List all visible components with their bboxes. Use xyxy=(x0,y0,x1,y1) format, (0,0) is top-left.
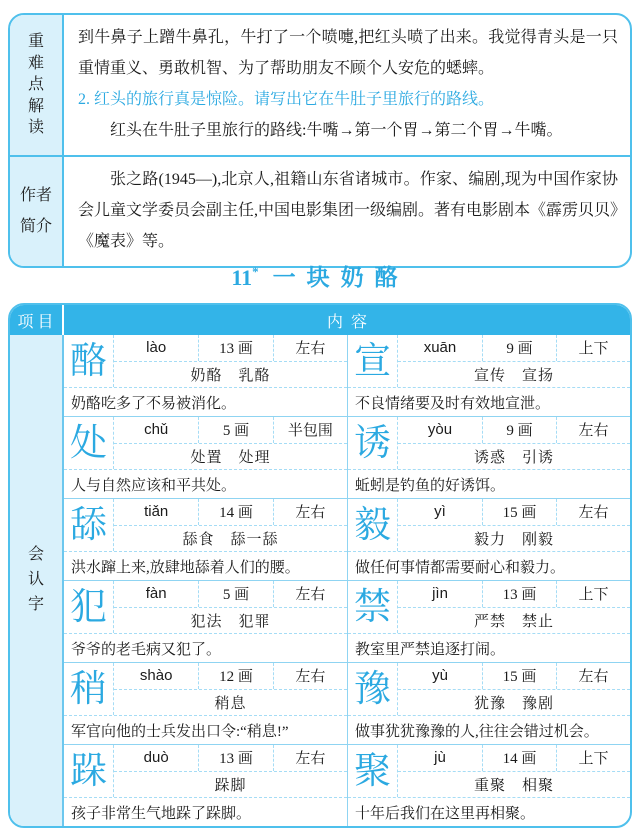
example-sentence: 爷爷的老毛病又犯了。 xyxy=(64,633,347,662)
example-words: 宣传 宣扬 xyxy=(473,368,554,385)
characters-table xyxy=(8,303,632,828)
example-sentence: 做事犹犹豫豫的人,往往会错过机会。 xyxy=(348,715,630,744)
table-body xyxy=(10,335,630,826)
key-points-content xyxy=(64,15,630,155)
big-character: 毅 xyxy=(348,499,398,551)
example-sentence: 洪水蹿上来,放肆地舔着人们的腰。 xyxy=(64,551,347,580)
char-block xyxy=(348,499,630,551)
pinyin: jù xyxy=(434,749,446,767)
stroke-count: 9 画 xyxy=(482,417,556,443)
example-sentence: 不良情绪要及时有效地宣泄。 xyxy=(348,387,630,416)
example-words: 犯法 犯罪 xyxy=(190,614,271,631)
char-block xyxy=(348,417,630,469)
stroke-count: 14 画 xyxy=(198,499,272,525)
pinyin: duò xyxy=(143,749,169,767)
char-block xyxy=(64,417,347,469)
lesson-title xyxy=(0,259,640,292)
example-sentence: 人与自然应该和平共处。 xyxy=(64,469,347,498)
pinyin: tiǎn xyxy=(144,503,169,521)
sidebar-label: 会认字 xyxy=(27,546,44,613)
big-character: 禁 xyxy=(348,581,398,633)
char-info-top xyxy=(114,581,347,608)
char-block xyxy=(64,745,347,797)
stroke-count: 15 画 xyxy=(482,499,556,525)
author-label-cell xyxy=(10,157,64,266)
char-entry xyxy=(64,581,347,662)
author-label: 作者简介 xyxy=(19,187,52,235)
pinyin: lào xyxy=(146,339,167,357)
example-sentence: 教室里严禁追逐打闹。 xyxy=(348,633,630,662)
char-entry xyxy=(347,335,630,416)
key-points-row xyxy=(10,15,630,155)
author-bio-text: 张之路(1945—),北京人,祖籍山东省诸城市。作家、编剧,现为中国作家协会儿童文学委员会副主任,中国电影集团一级编剧。著有电影剧本《霹雳贝贝》《魔表》等。 xyxy=(78,171,619,250)
lesson-star: * xyxy=(252,264,259,280)
char-info-top xyxy=(398,499,630,526)
char-entry xyxy=(64,499,347,580)
char-entry xyxy=(347,499,630,580)
big-character: 舔 xyxy=(64,499,114,551)
column-header-item: 项目 xyxy=(10,305,64,335)
char-block xyxy=(348,581,630,633)
key-points-question: 2. 红头的旅行真是惊险。请写出它在牛肚子里旅行的路线。 xyxy=(78,91,495,108)
example-words: 诱惑 引诱 xyxy=(473,450,554,467)
big-character: 处 xyxy=(64,417,114,469)
pinyin: yì xyxy=(434,503,446,521)
lesson-title-text: 一块奶酪 xyxy=(272,264,409,290)
example-words: 稍息 xyxy=(214,696,247,713)
pinyin: jìn xyxy=(432,585,448,603)
pinyin: shào xyxy=(139,667,173,685)
key-points-author-box xyxy=(8,13,632,268)
char-entry xyxy=(347,663,630,744)
structure-type: 左右 xyxy=(273,335,347,361)
char-entry xyxy=(347,745,630,826)
char-entry xyxy=(64,745,347,826)
example-words: 重聚 相聚 xyxy=(473,778,554,795)
stroke-count: 9 画 xyxy=(482,335,556,361)
char-info xyxy=(398,499,630,551)
char-info xyxy=(398,417,630,469)
char-block xyxy=(64,663,347,715)
structure-type: 上下 xyxy=(556,745,630,771)
table-header xyxy=(10,305,630,335)
example-words: 奶酪 乳酪 xyxy=(190,368,271,385)
structure-type: 左右 xyxy=(556,499,630,525)
structure-type: 左右 xyxy=(273,499,347,525)
structure-type: 左右 xyxy=(273,745,347,771)
char-info xyxy=(398,581,630,633)
example-sentence: 蚯蚓是钓鱼的好诱饵。 xyxy=(348,469,630,498)
char-info-top xyxy=(114,745,347,772)
structure-type: 左右 xyxy=(556,663,630,689)
example-sentence: 十年后我们在这里再相聚。 xyxy=(348,797,630,826)
pinyin: yù xyxy=(432,667,448,685)
char-info xyxy=(114,499,347,551)
big-character: 酪 xyxy=(64,335,114,387)
char-entry xyxy=(64,663,347,744)
structure-type: 上下 xyxy=(556,335,630,361)
table-main xyxy=(64,335,630,826)
char-info-top xyxy=(398,417,630,444)
big-character: 犯 xyxy=(64,581,114,633)
example-words: 毅力 刚毅 xyxy=(473,532,554,549)
pinyin: xuān xyxy=(423,339,457,357)
key-points-route-answer: 红头在牛肚子里旅行的路线:牛嘴→第一个胃→第二个胃→牛嘴。 xyxy=(110,122,563,139)
structure-type: 半包围 xyxy=(273,417,347,443)
char-entry xyxy=(347,581,630,662)
stroke-count: 13 画 xyxy=(482,581,556,607)
stroke-count: 14 画 xyxy=(482,745,556,771)
example-sentence: 军官向他的士兵发出口令:“稍息!” xyxy=(64,715,347,744)
big-character: 聚 xyxy=(348,745,398,797)
example-words: 跺脚 xyxy=(214,778,247,795)
char-info xyxy=(398,335,630,387)
char-block xyxy=(64,335,347,387)
table-row xyxy=(64,580,630,662)
pinyin: yòu xyxy=(427,421,453,439)
structure-type: 左右 xyxy=(273,581,347,607)
structure-type: 上下 xyxy=(556,581,630,607)
char-info-top xyxy=(398,335,630,362)
char-info-top xyxy=(114,499,347,526)
char-info-top xyxy=(398,745,630,772)
stroke-count: 15 画 xyxy=(482,663,556,689)
char-info-top xyxy=(114,335,347,362)
lesson-number: 11 xyxy=(231,265,253,290)
big-character: 稍 xyxy=(64,663,114,715)
char-info-top xyxy=(114,417,347,444)
char-info-top xyxy=(114,663,347,690)
stroke-count: 13 画 xyxy=(198,745,272,771)
author-row xyxy=(10,155,630,266)
stroke-count: 5 画 xyxy=(198,417,272,443)
example-words: 处置 处理 xyxy=(190,450,271,467)
key-points-label: 重难点解读 xyxy=(27,33,44,137)
big-character: 诱 xyxy=(348,417,398,469)
example-sentence: 孩子非常生气地跺了跺脚。 xyxy=(64,797,347,826)
char-entry xyxy=(347,417,630,498)
example-sentence: 做任何事情都需要耐心和毅力。 xyxy=(348,551,630,580)
stroke-count: 5 画 xyxy=(198,581,272,607)
char-info xyxy=(398,663,630,715)
big-character: 宣 xyxy=(348,335,398,387)
char-block xyxy=(348,663,630,715)
author-content xyxy=(64,157,630,266)
structure-type: 左右 xyxy=(556,417,630,443)
example-sentence: 奶酪吃多了不易被消化。 xyxy=(64,387,347,416)
char-info xyxy=(114,663,347,715)
table-row xyxy=(64,335,630,416)
table-row xyxy=(64,416,630,498)
structure-type: 左右 xyxy=(273,663,347,689)
char-entry xyxy=(64,417,347,498)
char-info xyxy=(114,417,347,469)
key-points-label-cell xyxy=(10,15,64,155)
example-words: 严禁 禁止 xyxy=(473,614,554,631)
example-words: 舔食 舔一舔 xyxy=(182,532,279,549)
stroke-count: 12 画 xyxy=(198,663,272,689)
sidebar-recognize-characters xyxy=(10,335,64,826)
table-row xyxy=(64,662,630,744)
pinyin: chǔ xyxy=(144,421,169,439)
char-block xyxy=(64,581,347,633)
big-character: 跺 xyxy=(64,745,114,797)
char-info-top xyxy=(398,663,630,690)
column-header-content: 内容 xyxy=(326,313,375,331)
char-block xyxy=(348,335,630,387)
table-row xyxy=(64,744,630,826)
char-info-top xyxy=(398,581,630,608)
pinyin: fàn xyxy=(145,585,167,603)
char-entry xyxy=(64,335,347,416)
char-info xyxy=(114,335,347,387)
char-block xyxy=(348,745,630,797)
stroke-count: 13 画 xyxy=(198,335,272,361)
key-points-answer-text: 到牛鼻子上蹭牛鼻孔，牛打了一个喷嚏,把红头喷了出来。我觉得青头是一只重情重义、勇敢机智、为了帮助朋友不顾个人安危的蟋蟀。 xyxy=(78,29,618,77)
char-block xyxy=(64,499,347,551)
example-words: 犹豫 豫剧 xyxy=(473,696,554,713)
char-info xyxy=(398,745,630,797)
char-info xyxy=(114,745,347,797)
char-info xyxy=(114,581,347,633)
big-character: 豫 xyxy=(348,663,398,715)
table-row xyxy=(64,498,630,580)
